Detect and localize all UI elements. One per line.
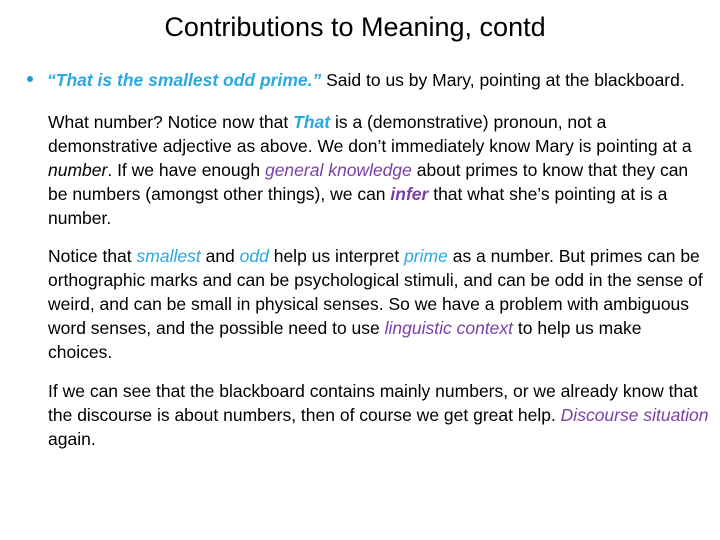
quote-text: “That is the smallest odd prime.” [47, 70, 322, 90]
bullet-dot-icon [27, 76, 33, 82]
keyword-linguistic-context: linguistic context [384, 318, 514, 338]
paragraph-1 [48, 110, 710, 230]
text-span: If we can see that the blackboard contains mainly numbers, or we already know that the discourse is about numbers, then of course we get great help. [48, 381, 698, 425]
text-span: as a number. But primes can be orthographic marks and can be psychological stimuli, and can be odd in the sense of weird, and can be small in physical senses. So we have a problem with ambiguous word senses, and the possible need to use [48, 246, 703, 338]
text-span: to help us make choices. [48, 318, 642, 362]
keyword-discourse-situation: Discourse situation [560, 405, 709, 425]
text-span: help us interpret [268, 246, 405, 266]
text-span: . If we have enough [107, 160, 265, 180]
keyword-prime: prime [404, 246, 448, 266]
text-span: What number? Notice now that [48, 112, 294, 132]
text-span: and [200, 246, 240, 266]
slide-title: Contributions to Meaning, contd [164, 12, 546, 42]
bullet-item [27, 68, 712, 92]
text-span: Notice that [48, 246, 137, 266]
keyword-general-knowledge: general knowledge [264, 160, 412, 180]
text-span: again. [48, 429, 96, 449]
keyword-smallest: smallest [136, 246, 201, 266]
keyword-that: That [293, 112, 331, 132]
text-span: that what she’s pointing at is a number. [48, 184, 668, 228]
bullet-text: Said to us by Mary, pointing at the blackboard. [321, 70, 685, 90]
keyword-number: number [48, 160, 108, 180]
text-span: is a (demonstrative) pronoun, not a demonstrative adjective as above. We don’t immediately know Mary is pointing at a [48, 112, 692, 156]
keyword-infer: infer [390, 184, 429, 204]
keyword-odd: odd [239, 246, 269, 266]
paragraph-3 [48, 379, 710, 451]
text-span: about primes to know that they can be numbers (amongst other things), we can [48, 160, 689, 204]
paragraph-2 [48, 244, 710, 364]
